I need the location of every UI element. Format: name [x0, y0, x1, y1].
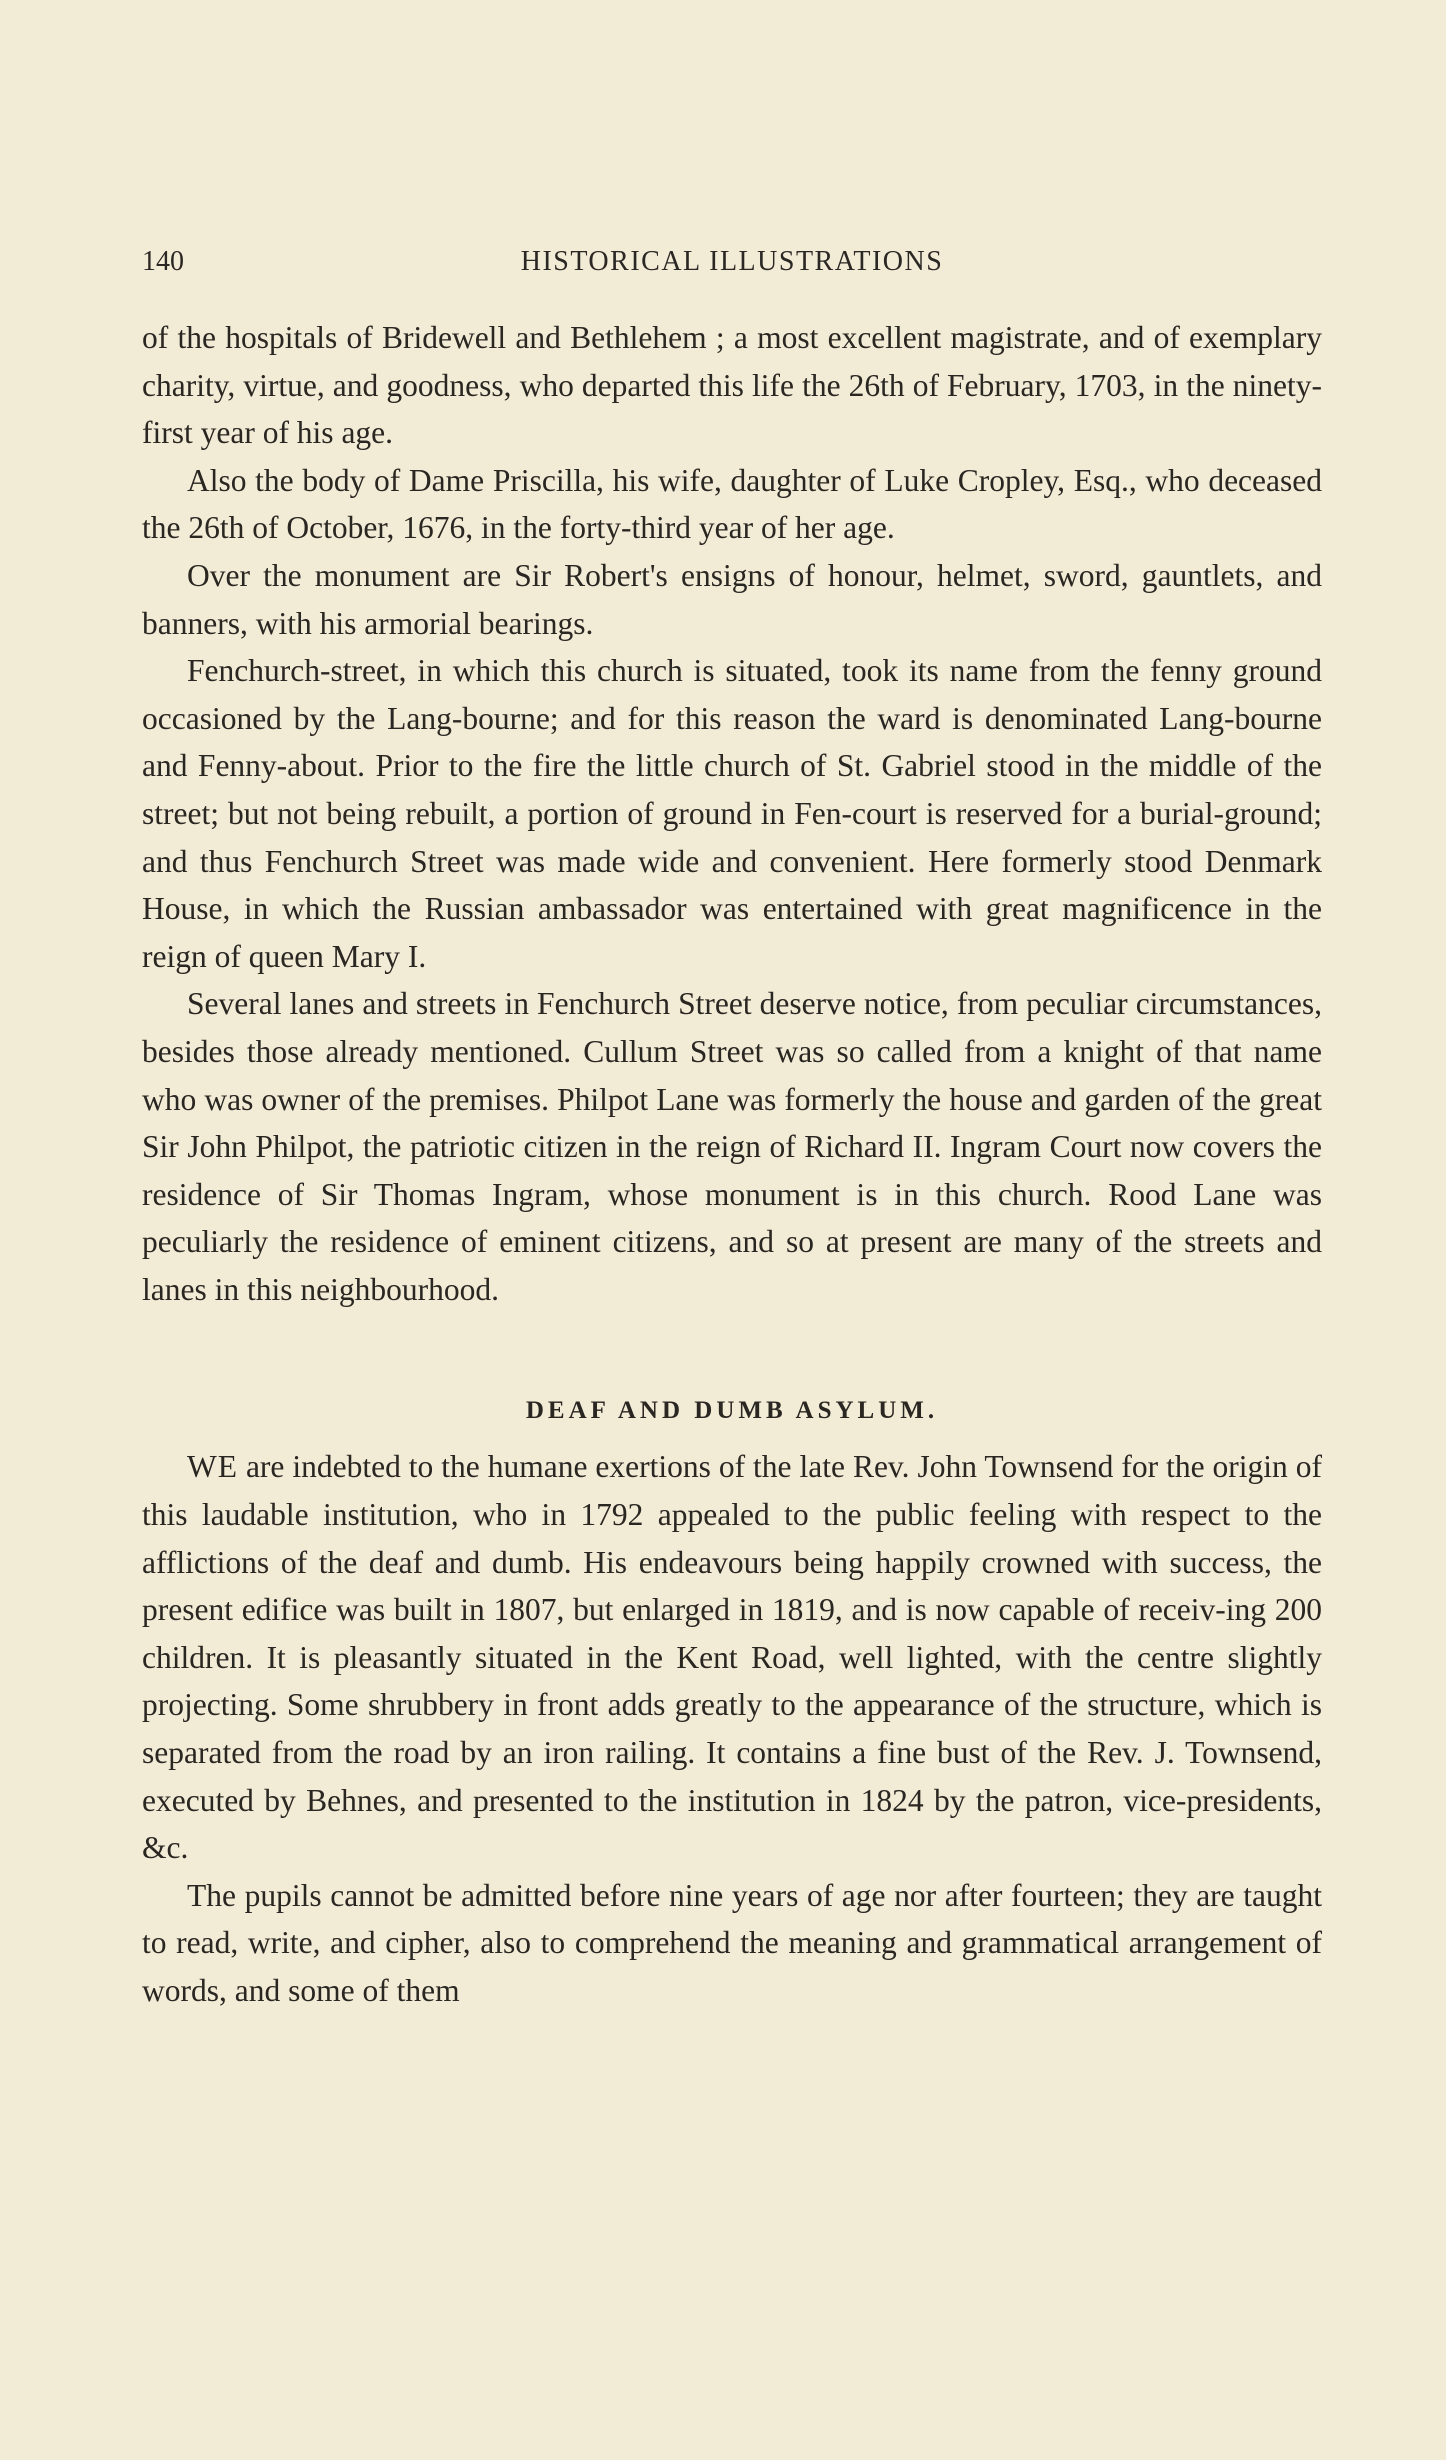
paragraph: Also the body of Dame Priscilla, his wife, daughter of Luke Cropley, Esq., who deceased the 26th of October, 1676, in the forty-third year of her age.	[142, 462, 1322, 546]
opening-word: WE	[187, 1449, 238, 1485]
paragraph: of the hospitals of Bridewell and Bethlehem ; a most excellent magistrate, and of exemplary charity, virtue, and goodness, who departed this life the 26th of February, 1703, in the ninety-first year of his age.	[142, 320, 1322, 451]
page-number: 140	[142, 246, 184, 277]
paragraph: Fenchurch-street, in which this church is situated, took its name from the fenny ground occasioned by the Lang-bourne; and for this reason the ward is denominated Lang-bourne and Fenny-about. Prior to the fire the little church of St. Gabriel stood in the middle of the street; but not being rebuilt, a portion of ground in Fen-court is reserved for a burial-ground; and thus Fenchurch Street was made wide and convenient. Here formerly stood Denmark House, in which the Russian ambassador was entertained with great magnificence in the reign of queen Mary I.	[142, 653, 1322, 974]
section-paragraph: The pupils cannot be admitted before nine years of age nor after fourteen; they are taught to read, write, and cipher, also to comprehend the meaning and grammatical arrangement of words, and some of them	[142, 1877, 1322, 2008]
paragraph: Over the monument are Sir Robert's ensigns of honour, helmet, sword, gauntlets, and banners, with his armorial bearings.	[142, 557, 1322, 641]
body-text	[142, 314, 1322, 2015]
section-paragraph-text: are indebted to the humane exertions of the late Rev. John Townsend for the origin of this laudable institution, who in 1792 appealed to the public feeling with respect to the afflictions of the deaf and dumb. His endeavours being happily crowned with success, the present edifice was built in 1807, but enlarged in 1819, and is now capable of receiv-ing 200 children. It is pleasantly situated in the Kent Road, well lighted, with the centre slightly projecting. Some shrubbery in front adds greatly to the appearance of the structure, which is separated from the road by an iron railing. It contains a fine bust of the Rev. J. Townsend, executed by Behnes, and presented to the institution in 1824 by the patron, vice-presidents, &c.	[142, 1449, 1322, 1866]
running-head	[142, 246, 1322, 286]
paragraph: Several lanes and streets in Fenchurch Street deserve notice, from peculiar circumstances, besides those already mentioned. Cullum Street was so called from a knight of that name who was owner of the premises. Philpot Lane was formerly the house and garden of the great Sir John Philpot, the patriotic citizen in the reign of Richard II. Ingram Court now covers the residence of Sir Thomas Ingram, whose monument is in this church. Rood Lane was peculiarly the residence of eminent citizens, and so at present are many of the streets and lanes in this neighbourhood.	[142, 986, 1322, 1307]
running-title: HISTORICAL ILLUSTRATIONS	[520, 246, 944, 277]
section-paragraph	[142, 1443, 1322, 1871]
section-heading: DEAF AND DUMB ASYLUM.	[525, 1397, 939, 1425]
